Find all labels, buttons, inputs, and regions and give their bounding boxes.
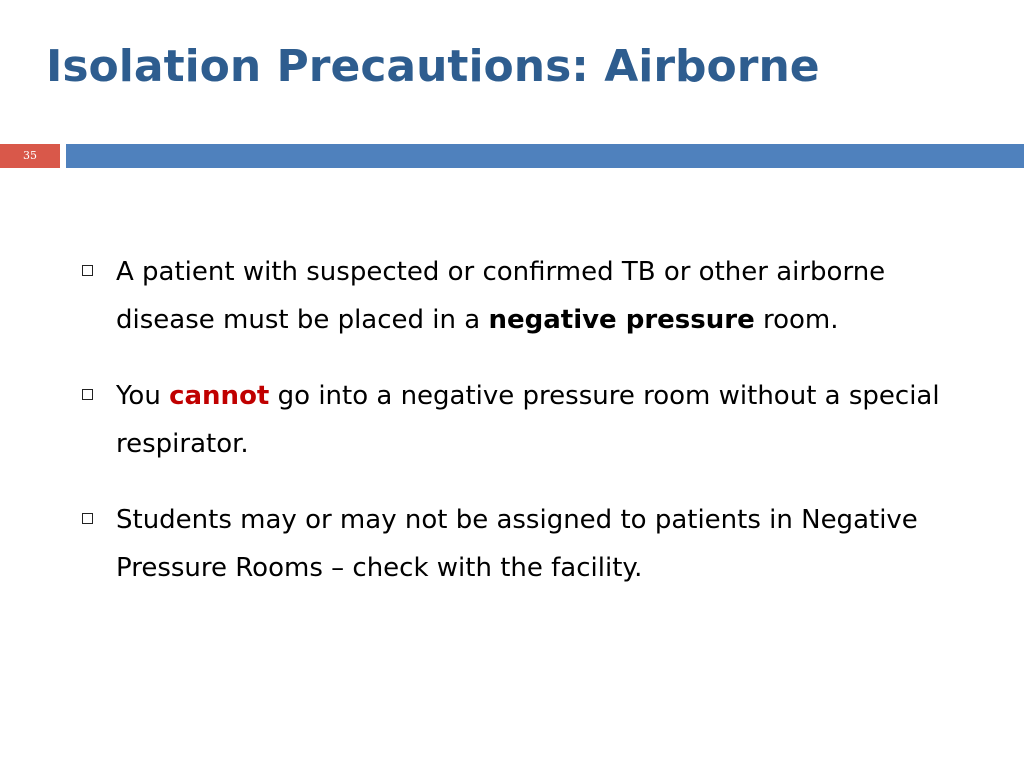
hollow-square-bullet-icon <box>82 265 93 276</box>
bullet-text: go into a negative pressure room without a special respirator. <box>116 381 940 459</box>
bullet-item-students <box>82 496 982 592</box>
bullet-bold-text: negative pressure <box>488 305 755 335</box>
hollow-square-bullet-icon <box>82 389 93 400</box>
bullet-emphasis-text: cannot <box>169 381 270 411</box>
slide-title: Isolation Precautions: Airborne <box>46 41 820 92</box>
bullet-text: Students may or may not be assigned to patients in Negative Pressure Rooms – check with the facility. <box>116 505 918 583</box>
bullet-item-respirator <box>82 372 982 468</box>
slide-number-badge <box>0 144 60 168</box>
bullet-text: room. <box>754 305 839 335</box>
slide-number: 35 <box>23 149 37 162</box>
bullet-list <box>82 248 982 620</box>
bullet-text: You <box>116 381 170 411</box>
bullet-item-negative-pressure <box>82 248 982 344</box>
bullet-text: A patient with suspected or confirmed TB or other airborne disease must be placed in a <box>116 257 886 335</box>
title-divider-bar <box>66 144 1024 168</box>
hollow-square-bullet-icon <box>82 513 93 524</box>
